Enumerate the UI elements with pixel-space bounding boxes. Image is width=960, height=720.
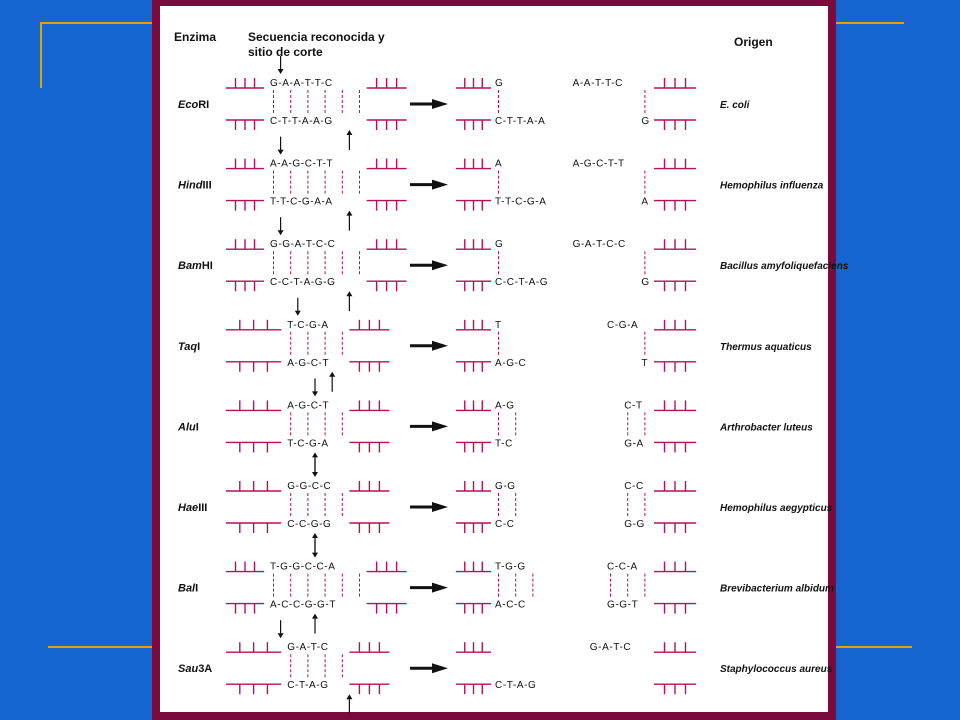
cut-arrow-bottom-head [312, 452, 318, 457]
enzyme-name-italic: Sau [178, 663, 199, 676]
cut-arrow-top-head [312, 472, 318, 477]
recognition-site-bottom: T-T-C-G-A-A [270, 196, 333, 208]
slide-accent-line-left [40, 22, 42, 88]
organism-origin: Hemophilus influenza [720, 180, 824, 192]
recognition-site-top: T-C-G-A [287, 319, 329, 331]
enzyme-name-suffix: I [195, 421, 199, 434]
recognition-site-top: G-G-C-C [287, 481, 332, 492]
cut-arrow-top-head [295, 311, 301, 316]
cut-arrow-bottom-head [312, 614, 318, 619]
organism-origin: Arthrobacter luteus [720, 422, 813, 434]
cut-arrow-top-head [278, 150, 284, 155]
enzyme-name [178, 260, 213, 272]
recognition-site-bottom: T-C-G-A [287, 438, 329, 450]
enzyme-name-suffix: 3A [198, 663, 213, 676]
organism-origin: Hemophilus aegypticus [720, 503, 833, 514]
enzyme-name [178, 502, 207, 514]
fragment-right-bottom: G [641, 116, 650, 127]
fragment-right-bottom: G-A [624, 438, 644, 450]
header-enzyme: Enzima [174, 30, 217, 44]
fragment-right-top: G-A-T-C-C [572, 239, 626, 251]
enzyme-name-italic: Eco [178, 99, 199, 111]
recognition-site-bottom: A-C-C-G-G-T [270, 599, 337, 611]
enzyme-name-italic: Hae [178, 502, 199, 514]
enzyme-name [178, 99, 209, 111]
recognition-site-bottom: C-T-A-G [287, 680, 329, 692]
fragment-left-top: G [495, 239, 504, 251]
organism-origin: E. coli [720, 100, 750, 111]
fragment-right-bottom: T [641, 357, 649, 369]
digest-arrow-head [432, 341, 448, 351]
enzyme-name [177, 421, 199, 433]
cut-arrow-top-head [278, 230, 284, 235]
digest-arrow-head [432, 180, 448, 190]
fragment-left-top: A-G [495, 400, 515, 412]
enzyme-name-italic: Bal [178, 582, 196, 595]
enzyme-name-suffix: HI [201, 260, 213, 273]
fragment-right-top: A-A-T-T-C [572, 78, 624, 89]
organism-origin: Brevibacterium albidum [720, 583, 834, 595]
cut-arrow-top-head [312, 391, 318, 396]
digest-arrow-head [432, 260, 448, 270]
enzyme-name [178, 180, 212, 192]
enzyme-name-suffix: III [198, 502, 208, 514]
recognition-site-bottom: C-T-T-A-A-G [270, 116, 333, 127]
enzyme-name-suffix: III [202, 179, 212, 192]
cut-arrow-top-head [278, 69, 284, 74]
enzyme-name-italic: Alu [178, 421, 196, 434]
fragment-left-bottom: C-C-T-A-G [495, 277, 549, 289]
enzyme-name [178, 663, 212, 675]
digest-arrow-head [432, 99, 448, 109]
restriction-enzyme-figure [160, 6, 849, 720]
fragment-left-bottom: A-C-C [495, 599, 526, 611]
fragment-left-top: G [495, 78, 504, 89]
enzyme-name-suffix: I [197, 340, 201, 353]
cut-arrow-top-head [278, 633, 284, 638]
fragment-left-top: G-G [495, 481, 516, 492]
enzyme-name-italic: Hind [178, 179, 203, 192]
enzyme-name [178, 341, 200, 353]
header-sequence: Secuencia reconocida y [248, 30, 385, 44]
fragment-left-bottom: C-T-T-A-A [495, 116, 546, 127]
recognition-site-top: T-G-G-C-C-A [270, 561, 336, 573]
fragment-left-bottom: C-C [495, 519, 515, 530]
fragment-right-top: A-G-C-T-T [572, 158, 625, 170]
cut-arrow-bottom-head [346, 130, 352, 135]
fragment-right-top: C-G-A [607, 319, 639, 331]
cut-arrow-bottom-head [346, 291, 352, 296]
fragment-left-bottom: C-T-A-G [495, 680, 537, 692]
cut-arrow-bottom-head [346, 211, 352, 216]
header-sequence-line2: sitio de corte [248, 45, 323, 59]
fragment-left-top: T [495, 319, 502, 331]
recognition-site-top: G-A-T-C [287, 642, 329, 654]
fragment-right-bottom: A [641, 196, 649, 208]
recognition-site-bottom: A-G-C-T [287, 357, 330, 369]
fragment-right-bottom: G-G [624, 519, 645, 530]
fragment-right-top: C-C-A [607, 561, 638, 573]
enzyme-name-suffix: I [195, 582, 199, 595]
enzyme-name [178, 583, 198, 595]
digest-arrow-head [432, 502, 448, 512]
fragment-right-top: C-T [624, 400, 643, 412]
enzyme-name-italic: Bam [178, 260, 202, 273]
recognition-site-top: G-A-A-T-T-C [270, 78, 333, 89]
fragment-right-bottom: G-G-T [607, 599, 639, 611]
cut-arrow-top-head [312, 553, 318, 558]
recognition-site-top: G-G-A-T-C-C [270, 239, 336, 251]
digest-arrow-head [432, 421, 448, 431]
fragment-left-top: T-G-G [495, 561, 526, 573]
recognition-site-top: A-G-C-T [287, 400, 330, 412]
digest-arrow-head [432, 663, 448, 673]
recognition-site-bottom: C-C-T-A-G-G [270, 277, 336, 289]
cut-arrow-bottom-head [312, 533, 318, 538]
digest-arrow-head [432, 583, 448, 593]
enzyme-name-italic: Taq [178, 340, 198, 353]
cut-arrow-bottom-head [346, 694, 352, 699]
header-origin: Origen [734, 35, 773, 49]
fragment-right-top: C-C [624, 481, 644, 492]
organism-origin: Thermus aquaticus [720, 341, 812, 353]
fragment-left-bottom: T-T-C-G-A [495, 196, 547, 208]
organism-origin: Staphylococcus aureus [720, 664, 833, 676]
fragment-left-bottom: T-C [495, 438, 513, 450]
fragment-left-top: A [495, 158, 503, 170]
enzyme-name-suffix: RI [198, 99, 210, 111]
fragment-right-bottom: G [641, 277, 650, 289]
fragment-left-bottom: A-G-C [495, 357, 527, 369]
fragment-right-top: G-A-T-C [589, 642, 632, 654]
cut-arrow-bottom-head [329, 372, 335, 377]
recognition-site-top: A-A-G-C-T-T [270, 158, 334, 170]
organism-origin: Bacillus amyfoliquefaciens [720, 261, 849, 273]
recognition-site-bottom: C-C-G-G [287, 519, 332, 530]
restriction-enzyme-table [152, 0, 849, 720]
